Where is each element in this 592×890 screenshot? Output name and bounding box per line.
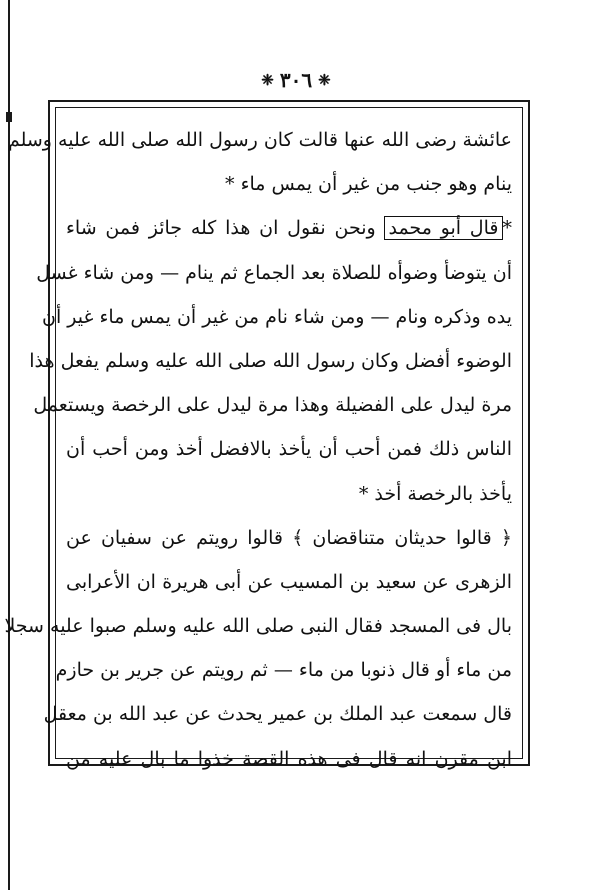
text-line	[42, 295, 512, 339]
line-text: ينام وهو جنب من غير أن يمس ماء *	[225, 173, 512, 196]
line-text: من ماء أو قال ذنوبا من ماء — ثم رويتم عن جرير بن حازم	[55, 659, 512, 682]
line-text: قال سمعت عبد الملك بن عمير يحدث عن عبد الله بن معقل	[43, 703, 512, 726]
ornament-left-icon: ❈	[261, 71, 274, 89]
line-prefix: *	[502, 217, 512, 240]
text-line	[66, 560, 512, 604]
page-number: ٣٠٦	[279, 68, 313, 92]
line-text: يده وذكره ونام — ومن شاء نام من غير أن يمس ماء غير أن	[42, 305, 512, 328]
text-line	[66, 472, 512, 516]
text-line	[33, 383, 512, 427]
text-line	[55, 648, 512, 692]
text-line	[4, 604, 512, 648]
line-text: بال فى المسجد فقال النبى صلى الله عليه وسلم صبوا عليه سجلا	[4, 615, 512, 638]
line-text: الناس ذلك فمن أحب أن يأخذ بالافضل أخذ ومن أحب أن	[66, 438, 512, 461]
line-text: ونحن نقول ان هذا كله جائز فمن شاء	[66, 217, 376, 240]
text-line	[66, 516, 512, 560]
ornament-right-icon: ❈	[318, 71, 331, 89]
text-line	[43, 692, 512, 736]
main-text-body	[4, 118, 512, 781]
line-text: أن يتوضأ وضوأه للصلاة بعد الجماع ثم ينام — ومن شاء غسل	[36, 261, 512, 284]
line-text: ابن مقرن انه قال فى هذه القصة خذوا ما بال عليه من	[66, 747, 512, 770]
bracketed-label: قال أبو محمد	[384, 216, 502, 240]
line-text: يأخذ بالرخصة أخذ *	[358, 482, 512, 505]
text-line	[66, 427, 512, 471]
text-line	[66, 206, 512, 250]
line-text: الوضوء أفضل وكان رسول الله صلى الله عليه وسلم يفعل هذا	[29, 349, 512, 372]
line-text: ﴿ قالوا حديثان متناقضان ﴾ قالوا رويتم عن سفيان عن	[66, 526, 512, 549]
line-text: الزهرى عن سعيد بن المسيب عن أبى هريرة ان الأعرابى	[66, 570, 512, 593]
page-number-header	[226, 66, 366, 94]
text-line	[36, 251, 512, 295]
text-line	[29, 339, 512, 383]
text-line	[66, 737, 512, 781]
text-line	[66, 162, 512, 206]
line-text: مرة ليدل على الفضيلة وهذا مرة ليدل على الرخصة ويستعمل	[33, 394, 512, 417]
line-text: عائشة رضى الله عنها قالت كان رسول الله صلى الله عليه وسلم	[7, 129, 512, 151]
text-line	[7, 118, 512, 162]
